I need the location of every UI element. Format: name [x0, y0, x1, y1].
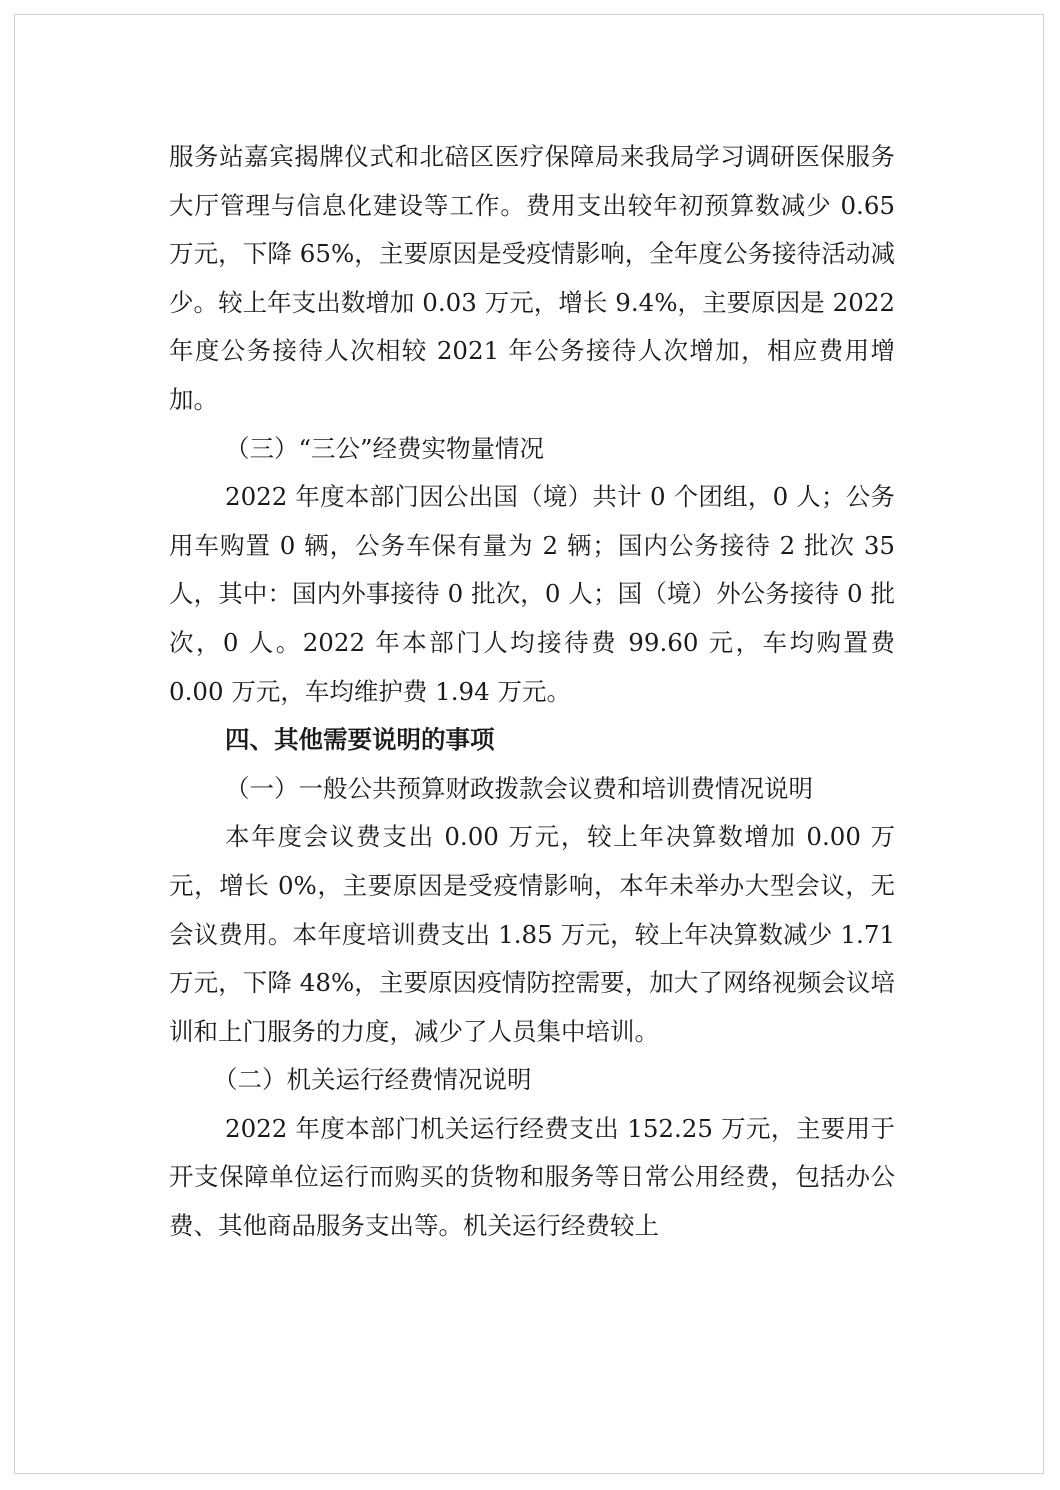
heading-other-matters: 四、其他需要说明的事项 [225, 725, 495, 755]
document-page [14, 14, 1044, 1474]
paragraph-operating-expenses: 2022 年度本部门机关运行经费支出 152.25 万元，主要用于开支保障单位运行而购买的货物和服务等日常公用经费，包括办公费、其他商品服务支出等。机关运行经费较上 [169, 1113, 895, 1241]
paragraph-three-public-quantity: 2022 年度本部门因公出国（境）共计 0 个团组，0 人；公务用车购置 0 辆，公务车保有量为 2 辆；国内公务接待 2 批次 35 人，其中：国内外事接待 0 批次，0 人；国（境）外公务接待 0 批次，0 人。2022 年本部门人均接待费 99.60 元，车均购置费 0.00 万元，车均维护费 1.94 万元。 [169, 482, 895, 706]
paragraph-reception-expense: 服务站嘉宾揭牌仪式和北碚区医疗保障局来我局学习调研医保服务大厅管理与信息化建设等工作。费用支出较年初预算数减少 0.65 万元，下降 65%，主要原因是受疫情影响，全年度公务接待活动减少。较上年支出数增加 0.03 万元，增长 9.4%，主要原因是 2022 年度公务接待人次相较 2021 年公务接待人次增加，相应费用增加。 [169, 142, 895, 414]
document-body [169, 133, 895, 1251]
heading-three-public-quantity: （三）“三公”经费实物量情况 [225, 433, 545, 463]
paragraph-meeting-training-fees: 本年度会议费支出 0.00 万元，较上年决算数增加 0.00 万元，增长 0%，主要原因是受疫情影响，本年未举办大型会议，无会议费用。本年度培训费支出 1.85 万元，较上年决算数减少 1.71 万元，下降 48%，主要原因疫情防控需要，加大了网络视频会议培训和上门服务的力度，减少了人员集中培训。 [169, 822, 895, 1046]
heading-operating-expenses: （二）机关运行经费情况说明 [213, 1065, 532, 1095]
heading-meeting-training-fees: （一）一般公共预算财政拨款会议费和培训费情况说明 [225, 773, 813, 803]
